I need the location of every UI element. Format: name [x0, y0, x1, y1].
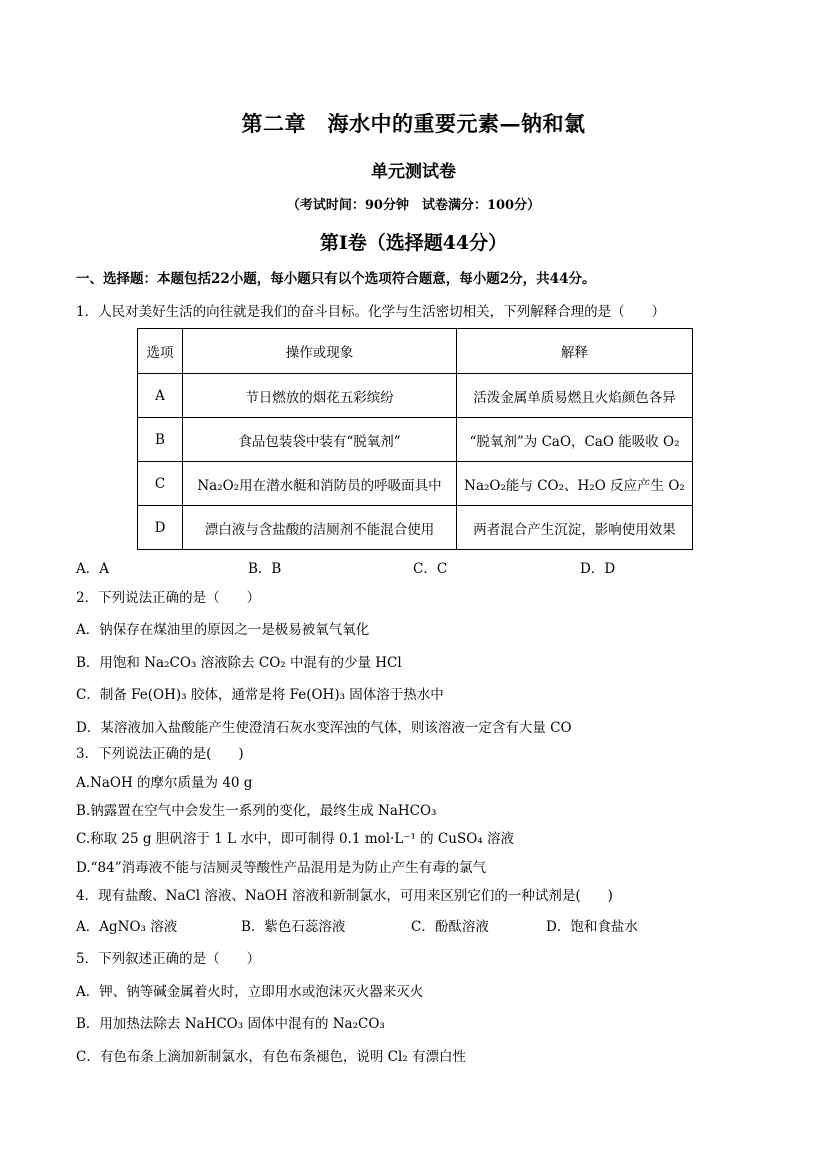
q2-stem: 2．下列说法正确的是（ ） [76, 590, 261, 606]
chapter-title: 第二章 海水中的重要元素—钠和氯 [241, 111, 586, 136]
table-header-cell: 解释 [457, 329, 693, 374]
table-cell: D [138, 506, 183, 550]
q1-answer-c: C．C [413, 561, 448, 577]
q4-answer-a: A．AgNO₃ 溶液 [76, 919, 178, 935]
q1-answer-d: D．D [580, 561, 616, 577]
table-cell: Na₂O₂能与 CO₂、H₂O 反应产生 O₂ [457, 462, 693, 506]
q1-stem: 1．人民对美好生活的向往就是我们的奋斗目标。化学与生活密切相关，下列解释合理的是（ ） [76, 304, 666, 320]
table-cell: 活泼金属单质易燃且火焰颜色各异 [457, 374, 693, 418]
q3-stem: 3．下列说法正确的是( ) [76, 746, 244, 762]
q3-option-d: D.“84”消毒液不能与洁厕灵等酸性产品混用是为防止产生有毒的氯气 [76, 860, 487, 876]
table-cell: 食品包装袋中装有“脱氧剂” [183, 418, 457, 462]
table-header-cell: 选项 [138, 329, 183, 374]
q5-option-c: C．有色布条上滴加新制氯水，有色布条褪色，说明 Cl₂ 有漂白性 [76, 1049, 466, 1065]
exam-info: （考试时间：90分钟 试卷满分：100分） [286, 198, 541, 213]
q1-table [137, 328, 693, 550]
q5-option-b: B．用加热法除去 NaHCO₃ 固体中混有的 Na₂CO₃ [76, 1016, 385, 1032]
q1-answer-b: B．B [248, 561, 282, 577]
q3-option-c: C.称取 25 g 胆矾溶于 1 L 水中，即可制得 0.1 mol·L⁻¹ 的 CuSO₄ 溶液 [76, 831, 514, 847]
q4-answer-b: B．紫色石蕊溶液 [241, 919, 346, 935]
table-row [138, 418, 693, 462]
table-cell: 节日燃放的烟花五彩缤纷 [183, 374, 457, 418]
table-cell: Na₂O₂用在潜水艇和消防员的呼吸面具中 [183, 462, 457, 506]
q1-answer-a: A．A [76, 561, 109, 577]
q5-stem: 5．下列叙述正确的是（ ） [76, 951, 261, 967]
table-header-row [138, 329, 693, 374]
table-cell: 两者混合产生沉淀，影响使用效果 [457, 506, 693, 550]
table-cell: 漂白液与含盐酸的洁厕剂不能混合使用 [183, 506, 457, 550]
table-cell: C [138, 462, 183, 506]
table-cell: B [138, 418, 183, 462]
part-title: 第I卷（选择题44分） [319, 232, 508, 254]
table-row [138, 374, 693, 418]
q4-stem: 4．现有盐酸、NaCl 溶液、NaOH 溶液和新制氯水，可用来区别它们的一种试剂是( ) [76, 888, 613, 904]
q2-option-c: C．制备 Fe(OH)₃ 胶体，通常是将 Fe(OH)₃ 固体溶于热水中 [76, 687, 444, 703]
table-cell: A [138, 374, 183, 418]
table-row [138, 506, 693, 550]
table-cell: “脱氧剂”为 CaO，CaO 能吸收 O₂ [457, 418, 693, 462]
q2-option-b: B．用饱和 Na₂CO₃ 溶液除去 CO₂ 中混有的少量 HCl [76, 655, 402, 671]
section-intro: 一、选择题：本题包括22小题，每小题只有以个选项符合题意，每小题2分，共44分。 [76, 271, 596, 287]
q3-option-b: B.钠露置在空气中会发生一系列的变化，最终生成 NaHCO₃ [76, 803, 437, 819]
q4-answer-c: C．酚酞溶液 [411, 919, 489, 935]
q2-option-a: A．钠保存在煤油里的原因之一是极易被氧气氧化 [76, 622, 370, 638]
q3-option-a: A.NaOH 的摩尔质量为 40 g [76, 775, 253, 791]
subtitle: 单元测试卷 [371, 162, 456, 182]
q4-answer-d: D．饱和食盐水 [546, 919, 638, 935]
table-row [138, 462, 693, 506]
q2-option-d: D．某溶液加入盐酸能产生使澄清石灰水变浑浊的气体，则该溶液一定含有大量 CO [76, 720, 572, 736]
table-header-cell: 操作或现象 [183, 329, 457, 374]
q5-option-a: A．钾、钠等碱金属着火时，立即用水或泡沫灭火器来灭火 [76, 984, 424, 1000]
